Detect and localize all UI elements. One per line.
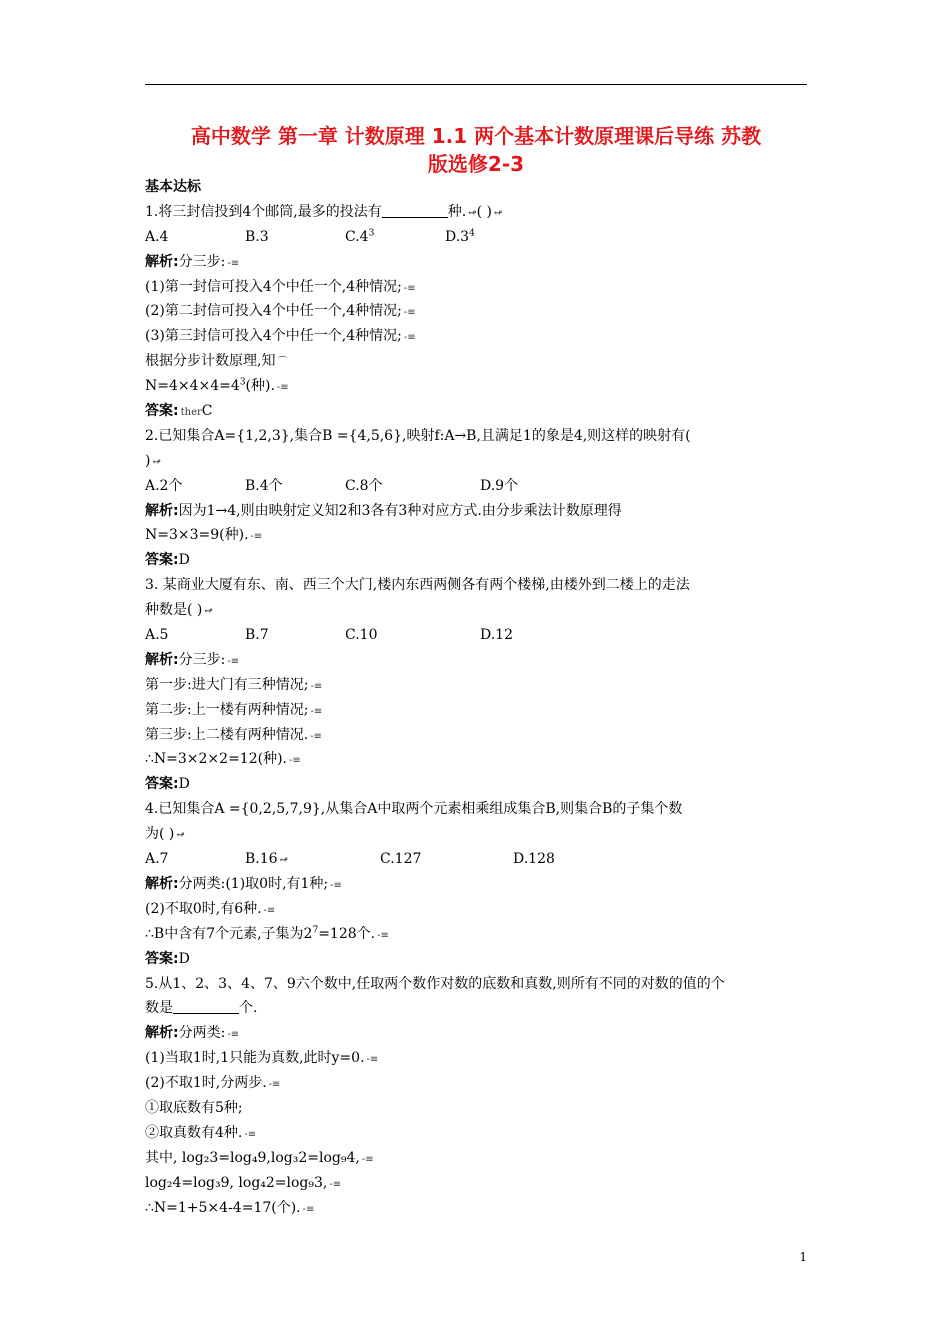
title-line-2: 版选修2-3 xyxy=(427,152,525,176)
option-d xyxy=(445,225,475,250)
text-span: B.16 xyxy=(245,851,278,868)
text-span: (1)第一封信可投入4个中任一个,4种情况; xyxy=(145,278,402,295)
text-span: ②取真数有4种. xyxy=(145,1124,243,1141)
q3-analysis xyxy=(145,648,807,673)
q5-step-3: ①取底数有5种; xyxy=(145,1099,243,1116)
q3-options xyxy=(145,623,807,648)
text-span: 解析: xyxy=(145,253,179,270)
text-span: 种数是( ) xyxy=(145,602,203,619)
q1-step-1 xyxy=(145,275,807,300)
answer-blank xyxy=(382,203,448,218)
text-span: (2)第二封信可投入4个中任一个,4种情况; xyxy=(145,303,402,320)
text-span: 第一步:进大门有三种情况; xyxy=(145,676,309,693)
dash-mark-icon: -≡ xyxy=(310,730,322,742)
text-span: 数是 xyxy=(145,1000,173,1017)
option-c: C.127 xyxy=(380,851,422,868)
swirl-mark-icon: ↫ xyxy=(279,855,288,867)
text-span: 分三步: xyxy=(178,651,226,668)
text-span: 第二步:上一楼有两种情况; xyxy=(145,701,309,718)
q1-step-2 xyxy=(145,299,807,324)
header-rule xyxy=(145,84,807,85)
dash-mark-icon: -≡ xyxy=(377,929,389,941)
text-span: C xyxy=(201,403,213,420)
dash-mark-icon: -≡ xyxy=(268,1079,281,1091)
text-span: 根据分步计数原理,知 xyxy=(145,353,276,370)
title-line-1: 高中数学 第一章 计数原理 1.1 两个基本计数原理课后导练 苏教 xyxy=(190,124,762,148)
swirl-mark-icon: ↫ xyxy=(176,830,185,842)
text-span: =128个. xyxy=(318,925,376,942)
q4-analysis xyxy=(145,872,807,897)
option-b: B.4个 xyxy=(245,477,283,494)
swirl-mark-icon: ↫ xyxy=(152,456,161,468)
option-c: C.8个 xyxy=(345,477,383,494)
dash-mark-icon: -≡ xyxy=(403,307,416,319)
text-span: 解析: xyxy=(145,875,179,892)
dash-mark-icon: -≡ xyxy=(330,879,342,891)
q5-step-5 xyxy=(145,1146,807,1171)
text-span: 其中, log₂3=log₄9,log₃2=log₉4, xyxy=(145,1149,360,1166)
text-span: 个. xyxy=(239,1000,258,1017)
text-span: N=4×4×4=4 xyxy=(145,378,240,395)
text-span: 为( ) xyxy=(145,826,175,843)
text-span: D xyxy=(178,552,190,569)
q2-stem: 2.已知集合A={1,2,3},集合B ={4,5,6},映射f:A→B,且满足1的象是4,则这样的映射有( xyxy=(145,427,691,444)
dash-mark-icon: -≡ xyxy=(276,382,289,394)
q3-step-2 xyxy=(145,698,807,723)
dash-mark-icon: -≡ xyxy=(310,680,323,692)
q5-step-1 xyxy=(145,1046,807,1071)
text-span: C.4 xyxy=(345,228,369,245)
text-span: (1)当取1时,1只能为真数,此时y=0. xyxy=(145,1050,365,1067)
option-d: D.12 xyxy=(480,627,513,644)
text-span: 答案: xyxy=(145,403,179,420)
text-span: 3 xyxy=(239,377,246,388)
q4-step-1 xyxy=(145,897,807,922)
text-span: 7 xyxy=(312,925,319,936)
dash-mark-icon: -≡ xyxy=(366,1054,379,1066)
text-span: ) xyxy=(145,452,151,469)
dash-mark-icon: -≡ xyxy=(289,755,301,767)
dash-mark-icon: -≡ xyxy=(227,655,240,667)
text-span: 种. xyxy=(447,203,467,220)
text-span: D.3 xyxy=(445,228,470,245)
q5-step-2 xyxy=(145,1071,807,1096)
option-b xyxy=(245,847,380,872)
text-span: 3 xyxy=(368,228,375,239)
page-title xyxy=(140,122,812,178)
text-span: (种). xyxy=(245,378,275,395)
text-span: 4 xyxy=(469,228,475,239)
dash-mark-icon: -≡ xyxy=(329,1178,342,1190)
q3-step-3 xyxy=(145,723,807,748)
dash-mark-icon: -≡ xyxy=(310,705,323,717)
text-span: 解析: xyxy=(145,651,179,668)
dash-mark-icon: -≡ xyxy=(403,282,416,294)
text-span: D xyxy=(178,950,190,967)
swirl-mark-icon: ↫ xyxy=(468,207,477,219)
q5-step-6 xyxy=(145,1171,807,1196)
q3-stem: 3. 某商业大厦有东、南、西三个大门,楼内东西两侧各有两个楼梯,由楼外到二楼上的走法 xyxy=(145,577,690,594)
q3-answer xyxy=(145,772,807,797)
option-c xyxy=(345,225,445,250)
answer-blank xyxy=(173,999,239,1014)
option-b: B.3 xyxy=(245,228,269,245)
swirl-mark-icon: ↫ xyxy=(493,207,503,219)
text-span: N=3×3=9(种). xyxy=(145,527,249,544)
option-a: A.4 xyxy=(145,228,169,245)
q5-stem: 5.从1、2、3、4、7、9六个数中,任取两个数作对数的底数和真数,则所有不同的对数的值的个 xyxy=(145,975,725,992)
text-span: 第三步:上二楼有两种情况. xyxy=(145,726,309,743)
page-number: 1 xyxy=(799,1250,807,1264)
text-span: ∴B中含有7个元素,子集为2 xyxy=(145,925,313,942)
text-span: 答案: xyxy=(145,552,179,569)
q5-formula xyxy=(145,1196,807,1221)
text-span: 分两类:(1)取0时,有1种; xyxy=(178,875,329,892)
q2-analysis-cont xyxy=(145,523,807,548)
q5-analysis xyxy=(145,1021,807,1046)
text-span: ∴N=1+5×4-4=17(个). xyxy=(145,1199,301,1216)
option-d: D.128 xyxy=(513,851,555,868)
document-body xyxy=(145,175,807,1220)
dash-mark-icon: -≡ xyxy=(403,332,416,344)
q4-step-2 xyxy=(145,922,807,947)
dash-mark-icon: -≡ xyxy=(302,1203,315,1215)
q2-stem-cont xyxy=(145,449,807,474)
section-heading: 基本达标 xyxy=(145,179,201,195)
option-a: A.2个 xyxy=(145,477,183,494)
q1-step-4 xyxy=(145,349,807,374)
q4-answer xyxy=(145,947,807,972)
text-span: (2)不取1时,分两步. xyxy=(145,1075,267,1092)
text-span: 答案: xyxy=(145,950,179,967)
arc-mark-icon: ⌒ xyxy=(277,357,288,369)
text-span: ∴N=3×2×2=12(种). xyxy=(145,751,287,768)
text-span: 因为1→4,则由映射定义知2和3各有3种对应方式.由分步乘法计数原理得 xyxy=(178,502,622,519)
text-span: 1.将三封信投到4个邮筒,最多的投法有 xyxy=(145,203,382,220)
q4-options xyxy=(145,847,807,872)
q1-step-3 xyxy=(145,324,807,349)
stray-mark-icon: ther xyxy=(180,407,202,419)
option-a: A.7 xyxy=(145,851,169,868)
swirl-mark-icon: ↫ xyxy=(204,606,213,618)
text-span: 答案: xyxy=(145,776,179,793)
q4-stem: 4.已知集合A ={0,2,5,7,9},从集合A中取两个元素相乘组成集合B,则集合B的子集个数 xyxy=(145,801,683,818)
dash-mark-icon: -≡ xyxy=(250,531,263,543)
q1-formula xyxy=(145,374,807,399)
dash-mark-icon: -≡ xyxy=(227,257,240,269)
q3-formula xyxy=(145,747,807,772)
text-span: 解析: xyxy=(145,1025,179,1042)
text-span: ( ) xyxy=(476,203,492,220)
dash-mark-icon: -≡ xyxy=(361,1153,374,1165)
text-span: D xyxy=(178,776,190,793)
option-c: C.10 xyxy=(345,627,378,644)
q5-stem-cont xyxy=(145,996,807,1021)
q4-stem-cont xyxy=(145,822,807,847)
text-span: 分三步: xyxy=(178,253,226,270)
text-span: log₂4=log₃9, log₄2=log₉3, xyxy=(145,1174,328,1191)
dash-mark-icon: -≡ xyxy=(263,904,276,916)
q2-options xyxy=(145,474,807,499)
q1-answer xyxy=(145,399,807,424)
text-span: (2)不取0时,有6种. xyxy=(145,900,262,917)
text-span: 解析: xyxy=(145,502,179,519)
q3-stem-cont xyxy=(145,598,807,623)
q3-step-1 xyxy=(145,673,807,698)
q1-analysis xyxy=(145,250,807,275)
q2-analysis xyxy=(145,499,807,524)
dash-mark-icon: -≡ xyxy=(227,1029,240,1041)
dash-mark-icon: -≡ xyxy=(244,1128,257,1140)
text-span: 分两类: xyxy=(178,1025,226,1042)
option-d: D.9个 xyxy=(480,477,519,494)
text-span: (3)第三封信可投入4个中任一个,4种情况; xyxy=(145,328,402,345)
q5-step-4 xyxy=(145,1121,807,1146)
option-b: B.7 xyxy=(245,627,269,644)
option-a: A.5 xyxy=(145,627,169,644)
q1-stem xyxy=(145,200,807,225)
q1-options xyxy=(145,225,807,250)
q2-answer xyxy=(145,548,807,573)
